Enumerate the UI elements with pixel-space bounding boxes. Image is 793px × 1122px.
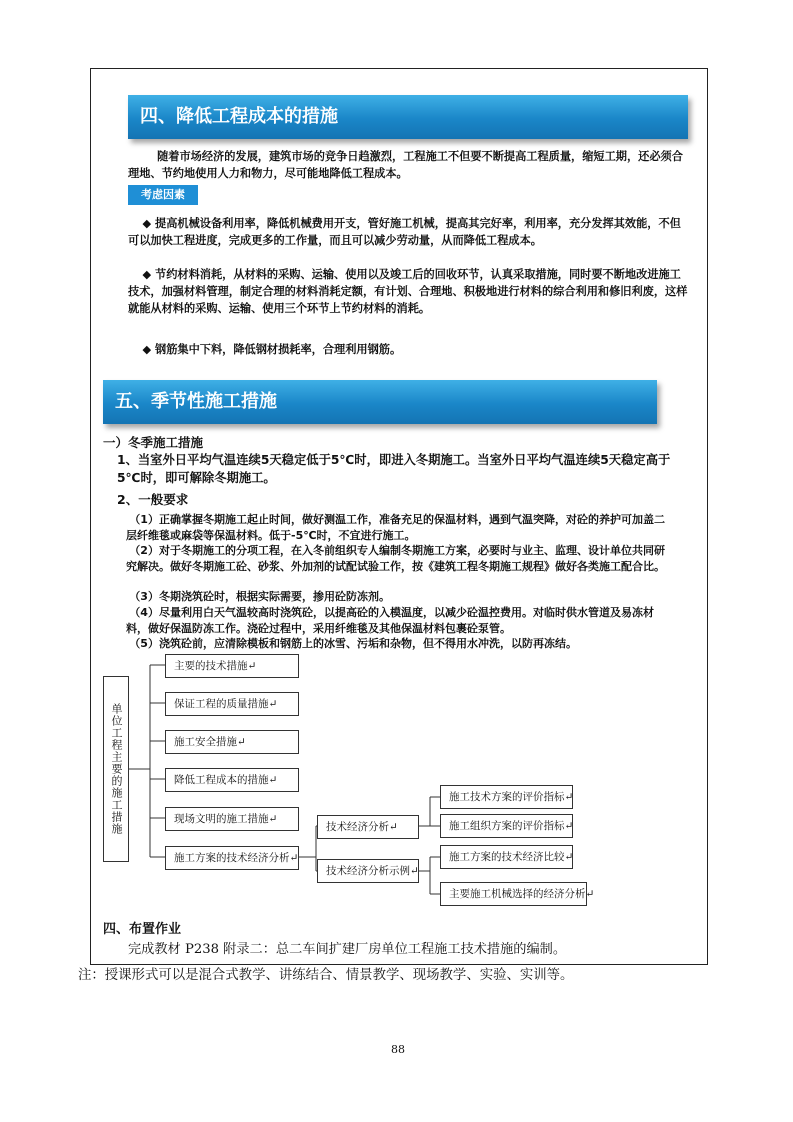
bullet-3: ◆ 钢筋集中下料，降低钢材损耗率，合理利用钢筋。	[142, 343, 402, 356]
section4-intro: 随着市场经济的发展，建筑市场的竞争日趋激烈，工程施工不但要不断提高工程质量，缩短工期，还必须合理地、节约地使用人力和物力，尽可能地降低工程成本。	[128, 150, 683, 180]
node-cost-measures: 降低工程成本的措施↵	[165, 768, 299, 792]
node-org-scheme-index: 施工组织方案的评价指标↵	[440, 814, 573, 838]
winter-heading: 一）冬季施工措施	[103, 435, 204, 450]
bullet-1: ◆ 提高机械设备利用率，降低机械费用开支，管好施工机械，提高其完好率，利用率，充分发挥其效能，不但可以加快工程进度，完成更多的工作量，而且可以减少劳动量，从而降低工程成本。	[128, 217, 681, 247]
factors-tag: 考虑因素	[128, 185, 198, 205]
page-number: 88	[391, 1043, 405, 1056]
footnote: 注：授课形式可以是混合式教学、讲练结合、情景教学、现场教学、实验、实训等。	[78, 968, 574, 983]
diagram-root: 单位工程主要的施工措施	[103, 676, 129, 862]
section5-title: 五、季节性施工措施	[103, 380, 657, 424]
node-civilized-measures: 现场文明的施工措施↵	[165, 807, 299, 831]
winter-item-1: 1、当室外日平均气温连续5天稳定低于5℃时，即进入冬期施工。当室外日平均气温连续5天稳定高于5℃时，即可解除冬期施工。	[117, 453, 671, 485]
req-4: （4）尽量利用白天气温较高时浇筑砼，以提高砼的入模温度，以减少砼温控费用。对临时供水管道及易冻材料，做好保温防冻工作。浇砼过程中，采用纤维毯及其他保温材料包裹砼泵管。	[126, 606, 654, 635]
node-scheme-analysis: 施工方案的技术经济分析↵	[165, 846, 299, 870]
node-tech-measures: 主要的技术措施↵	[165, 654, 299, 678]
general-req-heading: 2、一般要求	[117, 492, 189, 507]
node-machine-econ: 主要施工机械选择的经济分析↵	[440, 882, 587, 906]
node-quality-measures: 保证工程的质量措施↵	[165, 692, 299, 716]
homework-heading: 四、布置作业	[103, 922, 182, 937]
req-3: （3）冬期浇筑砼时，根据实际需要，掺用砼防冻剂。	[129, 590, 390, 603]
node-tech-econ-analysis: 技术经济分析↵	[317, 815, 419, 839]
bullet-2: ◆ 节约材料消耗，从材料的采购、运输、使用以及竣工后的回收环节，认真采取措施，同时要不断地改进施工技术，加强材料管理，制定合理的材料消耗定额，有计划、合理地、积极地进行材料的综合利用和修旧利废，这样就能从材料的采购、运输、使用三个环节上节约材料的消耗。	[128, 268, 688, 315]
req-2: （2）对于冬期施工的分项工程，在入冬前组织专人编制冬期施工方案，必要时与业主、监理、设计单位共同研究解决。做好冬期施工砼、砂浆、外加剂的试配试验工作，按《建筑工程冬期施工规程》做好各类施工配合比。	[126, 544, 665, 573]
node-tech-econ-example: 技术经济分析示例↵	[317, 859, 419, 883]
node-tech-scheme-index: 施工技术方案的评价指标↵	[440, 785, 573, 809]
node-safety-measures: 施工安全措施↵	[165, 730, 299, 754]
homework-text: 完成教材 P238 附录二：总二车间扩建厂房单位工程施工技术措施的编制。	[128, 942, 567, 957]
req-5: （5）浇筑砼前，应清除模板和钢筋上的冰雪、污垢和杂物，但不得用水冲洗，以防再冻结。	[129, 637, 577, 650]
section4-title: 四、降低工程成本的措施	[128, 95, 688, 139]
node-scheme-comparison: 施工方案的技术经济比较↵	[440, 845, 573, 869]
req-1: （1）正确掌握冬期施工起止时间，做好测温工作，准备充足的保温材料，遇到气温突降，对砼的养护可加盖二层纤维毯或麻袋等保温材料。低于-5℃时，不宜进行施工。	[126, 513, 665, 542]
